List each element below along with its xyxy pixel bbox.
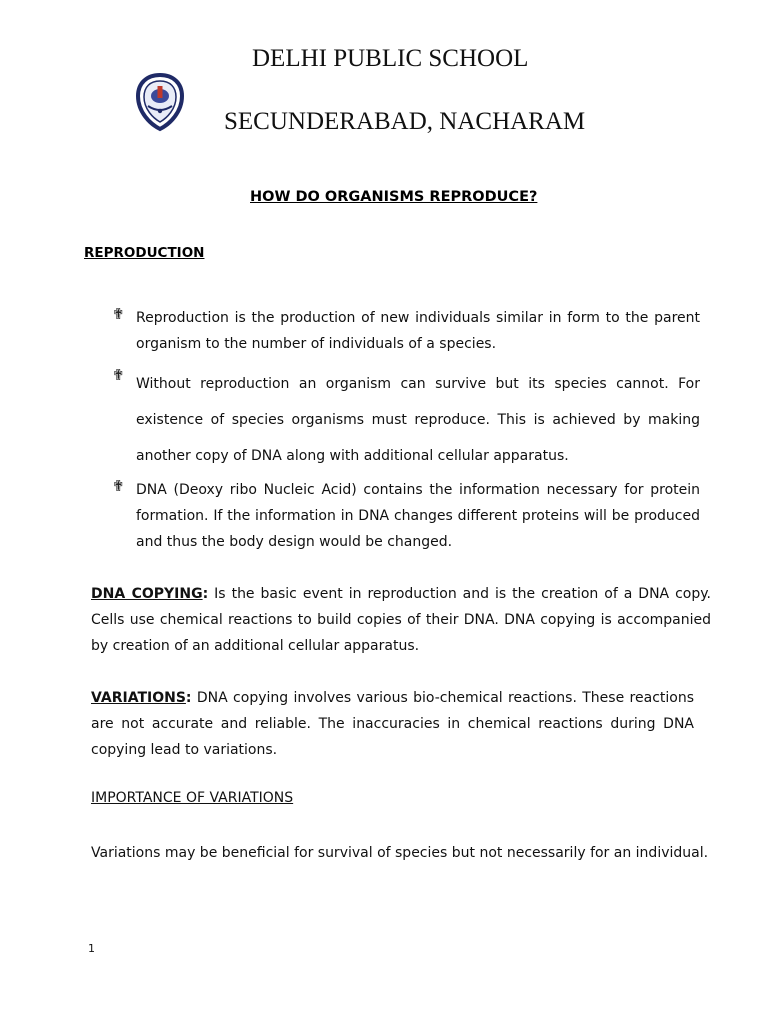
dna-copying-text: Is the basic event in reproduction and is the creation of a DNA copy. Cells use chemical reactions to build copies of their DNA. DNA copying is accompanied by creation of an additional cellular apparatus. — [91, 586, 711, 654]
school-name: DELHI PUBLIC SCHOOL — [252, 45, 529, 72]
variations-colon: : — [185, 690, 192, 706]
cross-bullet-icon: ✟ — [112, 477, 125, 495]
reproduction-bullet — [112, 305, 700, 355]
variations-term: VARIATIONS — [91, 690, 186, 706]
variations-paragraph — [91, 685, 694, 763]
bullet-text: Without reproduction an organism can survive but its species cannot. For existence of species organisms must reproduce. This is achieved by making another copy of DNA along with additional cellular apparatus. — [136, 376, 700, 464]
variations-text: DNA copying involves various bio-chemical reactions. These reactions are not accurate and reliable. The inaccuracies in chemical reactions during DNA copying lead to variations. — [91, 690, 694, 758]
bullet-text: Reproduction is the production of new individuals similar in form to the parent organism to the number of individuals of a species. — [136, 310, 700, 352]
school-location: SECUNDERABAD, NACHARAM — [224, 108, 586, 135]
page-title: HOW DO ORGANISMS REPRODUCE? — [250, 189, 538, 205]
page-number: 1 — [88, 942, 95, 955]
dna-copying-colon: : — [202, 586, 209, 602]
importance-paragraph: Variations may be beneficial for survival of species but not necessarily for an individual. — [91, 845, 709, 861]
cross-bullet-icon: ✟ — [112, 305, 125, 323]
dna-copying-term: DNA COPYING — [91, 586, 203, 602]
bullet-text: DNA (Deoxy ribo Nucleic Acid) contains the information necessary for protein formation. If the information in DNA changes different proteins will be produced and thus the body design would be changed. — [136, 482, 700, 550]
reproduction-bullet — [112, 477, 700, 552]
dna-copying-paragraph — [91, 581, 711, 659]
school-crest-icon — [133, 72, 187, 132]
reproduction-heading: REPRODUCTION — [84, 245, 205, 261]
importance-heading: IMPORTANCE OF VARIATIONS — [91, 790, 294, 806]
reproduction-bullet — [112, 366, 700, 464]
cross-bullet-icon: ✟ — [112, 366, 125, 384]
